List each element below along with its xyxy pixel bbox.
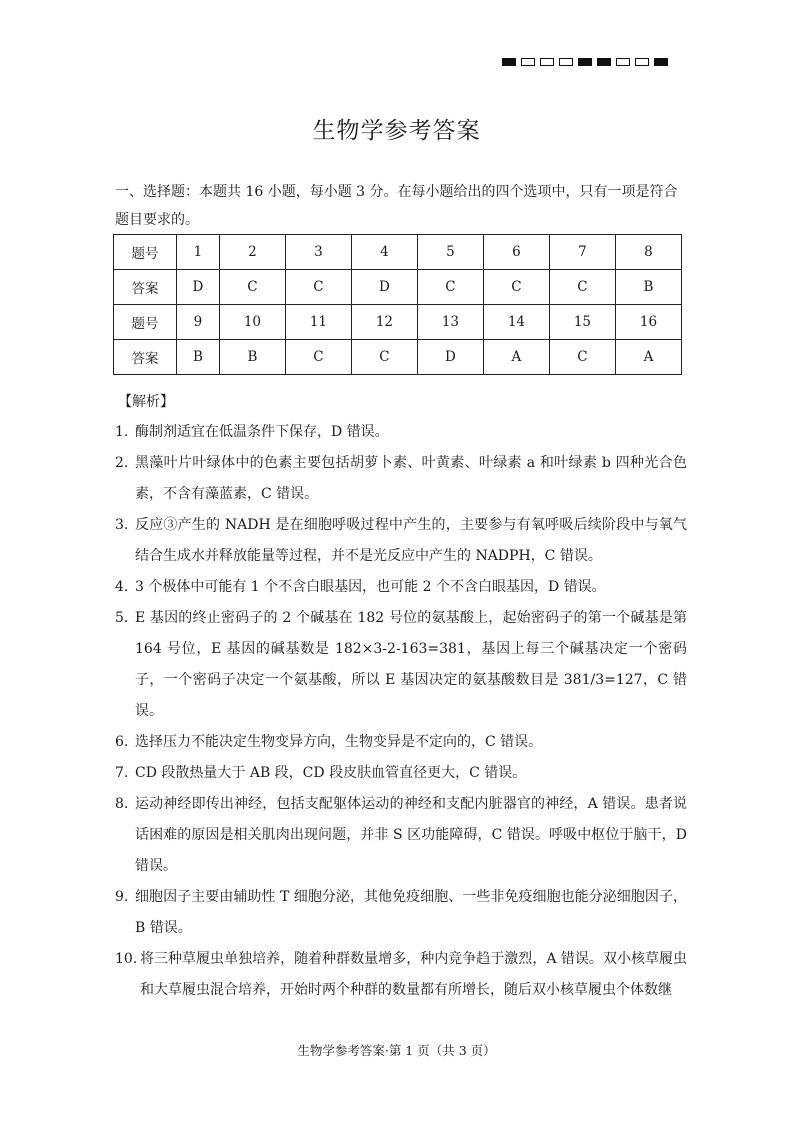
table-cell: B	[219, 340, 285, 375]
list-item	[115, 572, 687, 603]
item-number: 3.	[115, 517, 129, 533]
table-cell: D	[351, 270, 417, 305]
page-footer: 生物学参考答案·第 1 页（共 3 页）	[297, 1043, 496, 1058]
analysis-list	[115, 417, 687, 1006]
table-cell: A	[483, 340, 549, 375]
row-header-cell: 答案	[114, 340, 177, 375]
table-cell: 6	[483, 235, 549, 270]
answer-table	[113, 234, 682, 375]
item-number: 4.	[115, 579, 129, 595]
list-item	[115, 603, 687, 727]
item-text: 酶制剂适宜在低温条件下保存，D 错误。	[135, 424, 389, 440]
table-cell: 8	[615, 235, 681, 270]
list-item	[115, 944, 687, 1006]
page-title: 生物学参考答案	[312, 118, 481, 144]
item-text: 黑藻叶片叶绿体中的色素主要包括胡萝卜素、叶黄素、叶绿素 a 和叶绿素 b 四种光合色素，不含有藻蓝素，C 错误。	[135, 455, 687, 502]
table-row	[114, 270, 682, 305]
section-intro: 一、选择题：本题共 16 小题，每小题 3 分。在每小题给出的四个选项中，只有一项是符合题目要求的。	[115, 184, 678, 228]
table-cell: 11	[285, 305, 351, 340]
table-cell: C	[483, 270, 549, 305]
table-cell: A	[615, 340, 681, 375]
item-text: 运动神经即传出神经，包括支配躯体运动的神经和支配内脏器官的神经，A 错误。患者说话困难的原因是相关肌肉出现问题，并非 S 区功能障碍，C 错误。呼吸中枢位于脑干，D 错误。	[135, 796, 687, 874]
table-cell: 7	[549, 235, 615, 270]
table-cell: C	[285, 270, 351, 305]
item-text: 细胞因子主要由辅助性 T 细胞分泌，其他免疫细胞、一些非免疫细胞也能分泌细胞因子，B 错误。	[135, 889, 687, 936]
table-cell: C	[549, 340, 615, 375]
list-item	[115, 789, 687, 882]
table-cell: B	[177, 340, 220, 375]
item-text: E 基因的终止密码子的 2 个碱基在 182 号位的氨基酸上，起始密码子的第一个碱基是第 164 号位，E 基因的碱基数是 182×3-2-163=381，基因上每三个碱基决定一个密码子，一个密码子决定一个氨基酸，所以 E 基因决定的氨基酸数目是 381/3=127，C 错误。	[135, 610, 687, 719]
item-text: CD 段散热量大于 AB 段，CD 段皮肤血管直径更大，C 错误。	[135, 765, 527, 781]
table-row	[114, 305, 682, 340]
header-square	[559, 58, 573, 66]
item-number: 6.	[115, 734, 129, 750]
item-number: 10.	[115, 951, 138, 967]
item-number: 1.	[115, 424, 129, 440]
header-square	[540, 58, 554, 66]
item-text: 反应③产生的 NADH 是在细胞呼吸过程中产生的，主要参与有氧呼吸后续阶段中与氧气结合生成水并释放能量等过程，并不是光反应中产生的 NADPH，C 错误。	[135, 517, 687, 564]
table-cell: 14	[483, 305, 549, 340]
row-header-cell: 答案	[114, 270, 177, 305]
list-item	[115, 727, 687, 758]
item-number: 5.	[115, 610, 129, 626]
table-cell: C	[219, 270, 285, 305]
header-square	[616, 58, 630, 66]
list-item	[115, 510, 687, 572]
table-cell: 2	[219, 235, 285, 270]
item-number: 9.	[115, 889, 129, 905]
header-square	[521, 58, 535, 66]
item-number: 8.	[115, 796, 129, 812]
item-number: 2.	[115, 455, 129, 471]
list-item	[115, 758, 687, 789]
table-cell: C	[351, 340, 417, 375]
header-square	[578, 58, 592, 66]
item-text: 将三种草履虫单独培养，随着种群数量增多，种内竞争趋于激烈，A 错误。双小核草履虫和大草履虫混合培养，开始时两个种群的数量都有所增长，随后双小核草履虫个体数继	[140, 951, 687, 998]
row-header-cell: 题号	[114, 235, 177, 270]
table-cell: 3	[285, 235, 351, 270]
item-text: 选择压力不能决定生物变异方向，生物变异是不定向的，C 错误。	[135, 734, 543, 750]
table-cell: 13	[417, 305, 483, 340]
table-cell: C	[417, 270, 483, 305]
table-cell: C	[285, 340, 351, 375]
header-marks	[502, 58, 668, 66]
header-square	[502, 58, 516, 66]
table-cell: 15	[549, 305, 615, 340]
item-text: 3 个极体中可能有 1 个不含白眼基因，也可能 2 个不含白眼基因，D 错误。	[135, 579, 606, 595]
table-cell: C	[549, 270, 615, 305]
header-square	[635, 58, 649, 66]
row-header-cell: 题号	[114, 305, 177, 340]
table-cell: D	[417, 340, 483, 375]
header-square	[654, 58, 668, 66]
list-item	[115, 448, 687, 510]
table-cell: 16	[615, 305, 681, 340]
table-cell: 1	[177, 235, 220, 270]
analysis-heading: 【解析】	[118, 394, 174, 410]
list-item	[115, 882, 687, 944]
item-number: 7.	[115, 765, 129, 781]
table-cell: 9	[177, 305, 220, 340]
table-row	[114, 340, 682, 375]
table-row	[114, 235, 682, 270]
table-cell: 12	[351, 305, 417, 340]
header-square	[597, 58, 611, 66]
table-cell: B	[615, 270, 681, 305]
table-cell: 5	[417, 235, 483, 270]
table-cell: D	[177, 270, 220, 305]
table-cell: 4	[351, 235, 417, 270]
table-cell: 10	[219, 305, 285, 340]
list-item	[115, 417, 687, 448]
